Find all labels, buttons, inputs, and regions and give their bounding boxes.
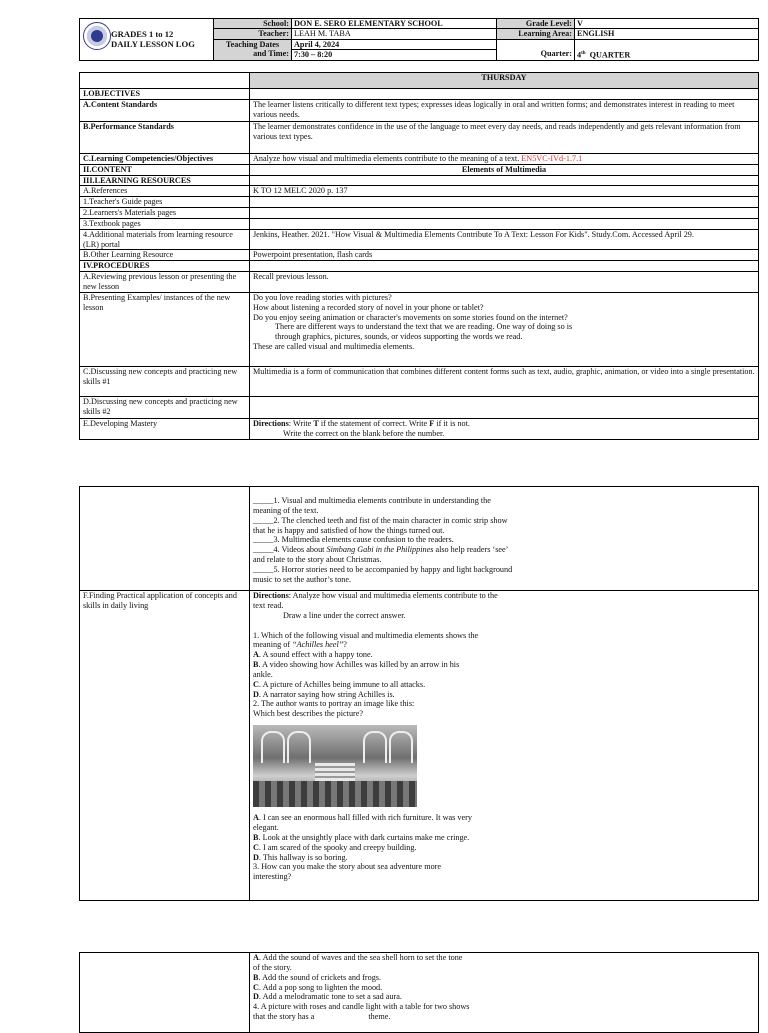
answer-option: D. A narrator saying how string Achilles is. — [253, 689, 395, 699]
other-resource-label: B.Other Learning Resource — [80, 250, 250, 261]
teachers-guide-label: 1.Teacher's Guide pages — [80, 197, 250, 208]
review-label: A.Reviewing previous lesson or presenting the new lesson — [80, 272, 250, 293]
presenting-text: Do you love reading stories with pictures? How about listening a recorded story of novel in your phone or tablet? Do you enjoy seeing animation or character's movements on some stories found on the internet? There are different ways to understand the text that we are reading. One way of doing so is through graphics, pictures, sounds, or videos supporting the words we read. These are called visual and multimedia elements. — [250, 292, 759, 366]
application-content: Directions: Analyze how visual and multimedia elements contribute to the text read. Draw a line under the correct answer. 1. Which of the following visual and multimedia elements shows the meaning of “Achilles heel”? A. A sound effect with a happy tone. B. A video showing how Achilles was killed by an arrow in his ankle. C. A picture of Achilles being immune to all attacks. D. A narrator saying how string Achilles is. 2. The author wants to portray an image like this: Which best describes the picture? A. I can see an enormous hall filled with rich furniture. It was very elegant. B. Look at the unsightly place with dark curtains make me cringe. C. I am scared of the spooky and creepy building. D. This hallway is so boring. 3. How can you make the story about sea adventure more interesting? — [250, 591, 759, 901]
discussing-1-text: Multimedia is a form of communication that combines different content forms such as text, audio, graphic, animation, or video into a single presentation. — [250, 366, 759, 396]
answer-option: B. Look at the unsightly place with dark curtains make me cringe. — [253, 832, 470, 842]
grade-value: V — [575, 19, 759, 29]
answer-option: ankle. — [253, 669, 273, 679]
answer-option: A. Add the sound of waves and the sea shell horn to set the tone — [253, 953, 463, 962]
answer-option: D. Add a melodramatic tone to set a sad aura. — [253, 992, 402, 1002]
answer-option: C. A picture of Achilles being immune to all attacks. — [253, 679, 426, 689]
school-label: School: — [214, 19, 292, 29]
answer-option: A. I can see an enormous hall filled with rich furniture. It was very — [253, 813, 472, 823]
question-1-options — [253, 650, 755, 699]
answer-option: elegant. — [253, 822, 279, 832]
content-standards-text: The learner listens critically to different text types; expresses ideas logically in oral and written forms; and demonstrates interest in reading to meet various needs. — [250, 99, 759, 121]
content-topic: Elements of Multimedia — [250, 164, 759, 175]
question-2-options — [253, 813, 755, 862]
answer-option: D. This hallway is so boring. — [253, 852, 348, 862]
header-title: GRADES 1 to 12 DAILY LESSON LOG — [111, 29, 195, 49]
deped-seal-icon — [83, 22, 111, 50]
answer-option: of the story. — [253, 962, 292, 972]
question-3-options — [253, 953, 755, 1002]
competencies-text: Analyze how visual and multimedia elements contribute to the meaning of a text. EN5VC-IVd-1.7.1 — [250, 153, 759, 164]
lesson-table-page2 — [79, 486, 759, 901]
competencies-label: C.Learning Competencies/Objectives — [80, 153, 250, 164]
answer-option: B. A video showing how Achilles was killed by an arrow in his — [253, 660, 460, 670]
date-value: April 4, 2024 — [292, 39, 497, 50]
area-value: ENGLISH — [575, 29, 759, 39]
developing-mastery-text: Directions: Write T if the statement of correct. Write F if it is not. Write the correct on the blank before the number. — [250, 418, 759, 439]
answer-option: B. Add the sound of crickets and frogs. — [253, 972, 382, 982]
objectives-heading: I.OBJECTIVES — [80, 89, 250, 100]
references-label: A.References — [80, 186, 250, 197]
other-resource-text: Powerpoint presentation, flash cards — [250, 250, 759, 261]
additional-materials-text: Jenkins, Heather. 2021. "How Visual & Multimedia Elements Contribute To A Text: Lesson For Kids". Study.Com. Accessed April 29. — [250, 229, 759, 250]
discussing-1-label: C.Discussing new concepts and practicing new skills #1 — [80, 366, 250, 396]
school-value: DON E. SERO ELEMENTARY SCHOOL — [292, 19, 497, 29]
time-value: 7:30 – 8:20 — [292, 50, 497, 61]
teacher-value: LEAH M. TABA — [292, 29, 497, 39]
developing-mastery-label: E.Developing Mastery — [80, 418, 250, 439]
learners-materials-label: 2.Learners's Materials pages — [80, 208, 250, 219]
application-label: F.Finding Practical application of concepts and skills in daily living — [80, 591, 250, 901]
grade-label: Grade Level: — [497, 19, 575, 29]
lesson-table — [79, 72, 759, 440]
content-standards-label: A.Content Standards — [80, 99, 250, 121]
day-heading: THURSDAY — [250, 73, 759, 89]
quarter-value-cell — [575, 39, 759, 60]
quarter-value: 4th QUARTER — [577, 50, 631, 60]
textbook-label: 3.Textbook pages — [80, 218, 250, 229]
area-label: Learning Area: — [497, 29, 575, 39]
content-heading: II.CONTENT — [80, 164, 250, 175]
quarter-label-cell: Quarter: — [497, 39, 575, 60]
header-table — [79, 18, 759, 61]
hall-picture — [253, 725, 417, 807]
true-false-items: _____1. Visual and multimedia elements contribute in understanding the meaning of the text. _____2. The clenched teeth and fist of the main character in comic strip show that he is happy and satisfied of how the things turned out. _____3. Multimedia elements cause confusion to the readers. _____4. Videos about Simbang Gabi in the Philippines also help readers ‘see’ and relate to the story about Christmas. _____5. Horror stories need to be accompanied by happy and light background music to set the author’s tone. — [250, 487, 759, 591]
additional-materials-label: 4.Additional materials from learning resource (LR) portal — [80, 229, 250, 250]
answer-option: C. Add a pop song to lighten the mood. — [253, 982, 383, 992]
review-text: Recall previous lesson. — [250, 272, 759, 293]
procedures-heading: IV.PROCEDURES — [80, 261, 250, 272]
teacher-label: Teacher: — [214, 29, 292, 39]
lesson-table-page3 — [79, 952, 759, 1033]
answer-option: A. A sound effect with a happy tone. — [253, 650, 373, 660]
performance-standards-text: The learner demonstrates confidence in the use of the language to meet every day needs, and reads independently and gets relevant information from various text types. — [250, 121, 759, 153]
competency-code: EN5VC-IVd-1.7.1 — [521, 153, 583, 163]
references-text: K TO 12 MELC 2020 p. 137 — [250, 186, 759, 197]
resources-heading: III.LEARNING RESOURCES — [80, 175, 250, 186]
question-3-4-content: A. Add the sound of waves and the sea shell horn to set the tone of the story. B. Add the sound of crickets and frogs. C. Add a pop song to lighten the mood. D. Add a melodramatic tone to set a sad aura. 4. A picture with roses and candle light with a table for two shows that the story has a theme. — [250, 953, 759, 1033]
discussing-2-label: D.Discussing new concepts and practicing new skills #2 — [80, 396, 250, 418]
presenting-label: B.Presenting Examples/ instances of the new lesson — [80, 292, 250, 366]
dates-label: Teaching Dates and Time: — [214, 39, 292, 60]
header-logo-cell — [80, 19, 214, 61]
answer-option: C. I am scared of the spooky and creepy building. — [253, 842, 417, 852]
performance-standards-label: B.Performance Standards — [80, 121, 250, 153]
